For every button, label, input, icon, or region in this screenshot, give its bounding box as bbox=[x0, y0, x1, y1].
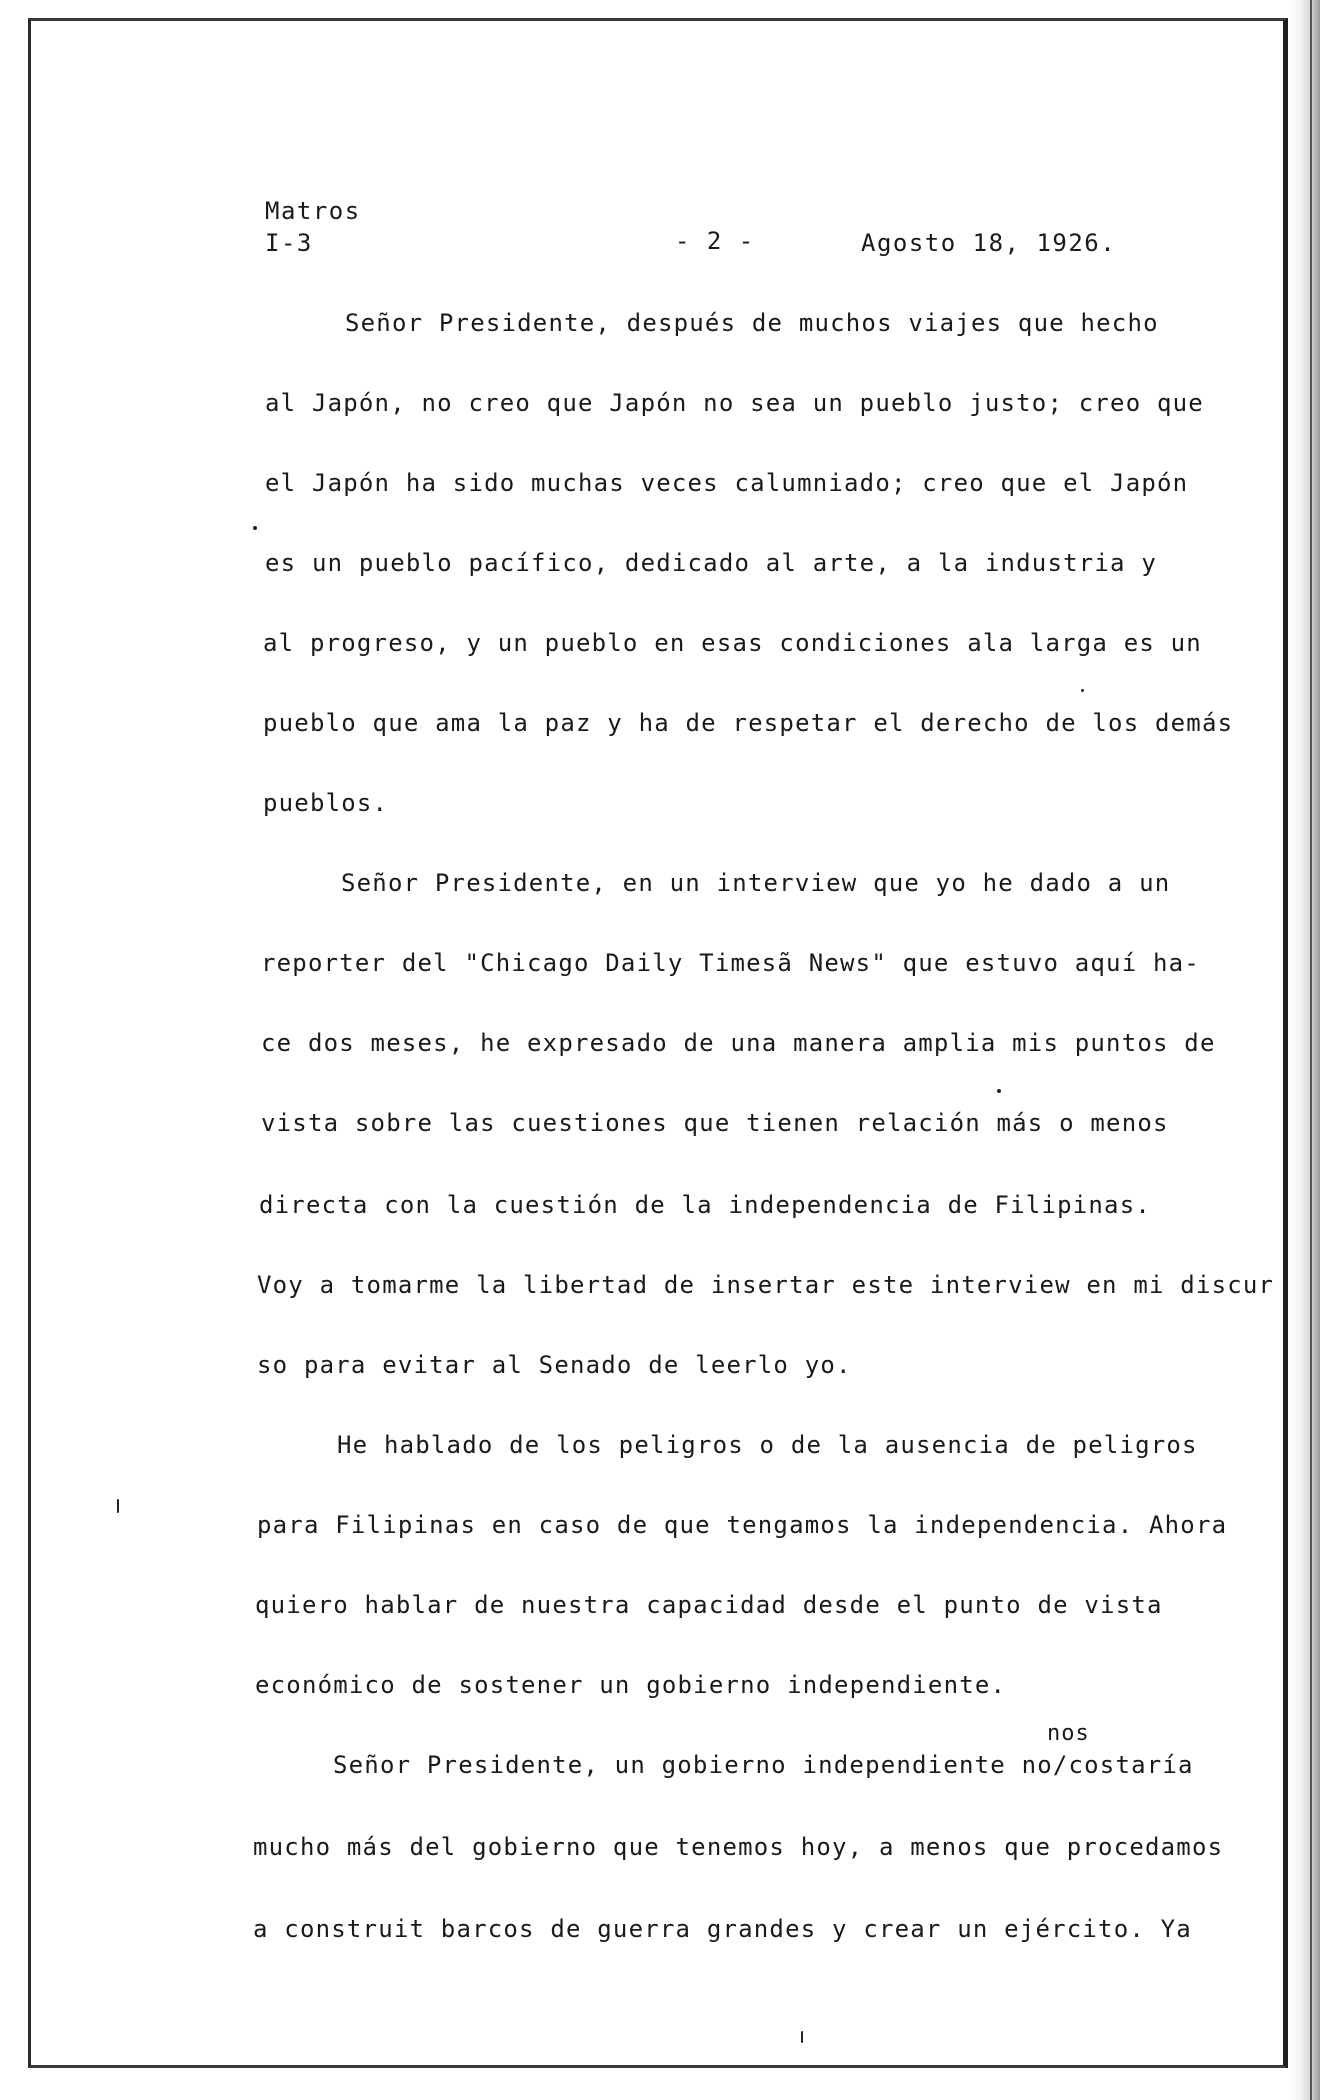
text-line-11: vista sobre las cuestiones que tienen relación más o menos bbox=[261, 1109, 1169, 1137]
ink-speck bbox=[117, 1499, 119, 1513]
text-line-17: quiero hablar de nuestra capacidad desde el punto de vista bbox=[255, 1591, 1163, 1619]
interlinear-insertion: nos bbox=[1047, 1721, 1090, 1746]
text-line-12: directa con la cuestión de la independencia de Filipinas. bbox=[259, 1191, 1152, 1219]
text-line-10: ce dos meses, he expresado de una manera amplia mis puntos de bbox=[261, 1029, 1216, 1057]
ink-speck bbox=[1081, 689, 1084, 692]
text-line-7: pueblos. bbox=[263, 789, 389, 817]
header-code: I-3 bbox=[265, 229, 313, 257]
ink-speck bbox=[997, 1089, 1001, 1093]
text-line-14: so para evitar al Senado de leerlo yo. bbox=[257, 1351, 852, 1379]
text-line-15: He hablado de los peligros o de la ausencia de peligros bbox=[337, 1431, 1198, 1459]
text-line-1: Señor Presidente, después de muchos viajes que hecho bbox=[345, 309, 1159, 337]
ink-speck bbox=[801, 2031, 803, 2043]
text-line-20: mucho más del gobierno que tenemos hoy, a menos que procedamos bbox=[253, 1833, 1224, 1861]
page-edge-line bbox=[1310, 0, 1312, 2100]
typed-page bbox=[28, 18, 1288, 2068]
text-line-2: al Japón, no creo que Japón no sea un pueblo justo; creo que bbox=[265, 389, 1204, 417]
text-line-4: es un pueblo pacífico, dedicado al arte, a la industria y bbox=[265, 549, 1158, 577]
text-line-6: pueblo que ama la paz y ha de respetar el derecho de los demás bbox=[263, 709, 1234, 737]
text-line-18: económico de sostener un gobierno independiente. bbox=[255, 1671, 1007, 1699]
page-number: - 2 - bbox=[675, 227, 755, 255]
text-line-21: a construit barcos de guerra grandes y crear un ejército. Ya bbox=[253, 1915, 1192, 1943]
page-edge-shadow bbox=[1288, 0, 1320, 2100]
text-line-13: Voy a tomarme la libertad de insertar este interview en mi discur bbox=[257, 1271, 1275, 1299]
header-name: Matros bbox=[265, 197, 361, 225]
ink-speck bbox=[253, 526, 257, 530]
text-line-16: para Filipinas en caso de que tengamos la independencia. Ahora bbox=[257, 1511, 1228, 1539]
header-date: Agosto 18, 1926. bbox=[861, 229, 1117, 257]
text-line-5: al progreso, y un pueblo en esas condiciones ala larga es un bbox=[263, 629, 1202, 657]
text-line-19: Señor Presidente, un gobierno independiente no/costaría bbox=[333, 1751, 1194, 1779]
text-line-8: Señor Presidente, en un interview que yo he dado a un bbox=[341, 869, 1171, 897]
text-line-9: reporter del "Chicago Daily Timesã News" que estuvo aquí ha- bbox=[261, 949, 1200, 977]
text-line-3: el Japón ha sido muchas veces calumniado; creo que el Japón bbox=[265, 469, 1189, 497]
